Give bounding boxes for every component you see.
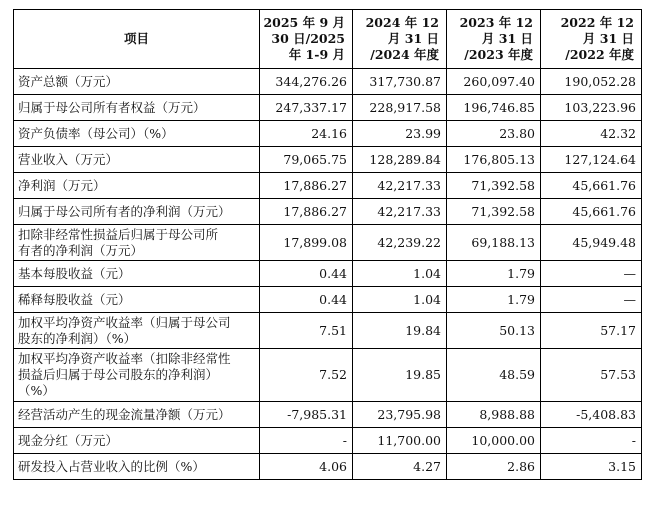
header-line: 月 31 日 xyxy=(387,31,439,46)
cell-value: 17,899.08 xyxy=(260,225,353,261)
table-row xyxy=(14,121,642,147)
cell-value: 260,097.40 xyxy=(447,69,541,95)
table-row xyxy=(14,173,642,199)
cell-value: 79,065.75 xyxy=(260,147,353,173)
cell-value: 127,124.64 xyxy=(541,147,642,173)
row-label-line: 加权平均净资产收益率（归属于母公司 xyxy=(18,314,231,330)
cell-value: 45,661.76 xyxy=(541,199,642,225)
cell-value: 1.04 xyxy=(353,261,447,287)
cell-value: 0.44 xyxy=(260,261,353,287)
header-period-2024 xyxy=(353,10,447,69)
header-line: 月 31 日 xyxy=(481,31,533,46)
row-label-line: （%） xyxy=(18,383,55,398)
header-line: 2022 年 12 xyxy=(560,15,634,30)
cell-value: 71,392.58 xyxy=(447,173,541,199)
cell-value: 71,392.58 xyxy=(447,199,541,225)
cell-value: 11,700.00 xyxy=(353,428,447,454)
cell-value: 42,239.22 xyxy=(353,225,447,261)
row-label xyxy=(14,199,260,225)
cell-value: 7.52 xyxy=(260,349,353,402)
cell-value: 57.17 xyxy=(541,313,642,349)
table-row xyxy=(14,287,642,313)
cell-value: 190,052.28 xyxy=(541,69,642,95)
cell-value: - xyxy=(541,428,642,454)
table-row xyxy=(14,147,642,173)
cell-value: 1.79 xyxy=(447,261,541,287)
row-label-line: 稀释每股收益（元） xyxy=(18,291,131,307)
row-label-line: 营业收入（万元） xyxy=(18,151,119,167)
table-row xyxy=(14,261,642,287)
cell-value: 196,746.85 xyxy=(447,95,541,121)
table-row xyxy=(14,349,642,402)
table-row xyxy=(14,313,642,349)
table-row xyxy=(14,95,642,121)
cell-value: 23.99 xyxy=(353,121,447,147)
cell-value: 57.53 xyxy=(541,349,642,402)
cell-value: 45,949.48 xyxy=(541,225,642,261)
row-label-line: 损益后归属于母公司股东的净利润） xyxy=(18,367,219,382)
row-label-line: 经营活动产生的现金流量净额（万元） xyxy=(18,406,231,422)
table-body xyxy=(14,69,642,480)
cell-value: - xyxy=(260,428,353,454)
cell-value: 0.44 xyxy=(260,287,353,313)
row-label xyxy=(14,173,260,199)
row-label xyxy=(14,402,260,428)
header-item: 项目 xyxy=(14,10,260,69)
cell-value: 42,217.33 xyxy=(353,199,447,225)
row-label xyxy=(14,287,260,313)
cell-value: 42.32 xyxy=(541,121,642,147)
header-period-2025 xyxy=(260,10,353,69)
header-line: 30 日/2025 xyxy=(271,31,345,46)
cell-value: 247,337.17 xyxy=(260,95,353,121)
table-row xyxy=(14,69,642,95)
cell-value: 69,188.13 xyxy=(447,225,541,261)
cell-value: 23,795.98 xyxy=(353,402,447,428)
row-label-line: 基本每股收益（元） xyxy=(18,265,131,281)
header-line: 年 1-9 月 xyxy=(288,47,345,62)
row-label xyxy=(14,69,260,95)
row-label-line: 股东的净利润）（%） xyxy=(18,330,137,346)
header-period-2022 xyxy=(541,10,642,69)
cell-value: 19.85 xyxy=(353,349,447,402)
row-label-line: 现金分红（万元） xyxy=(18,432,119,448)
cell-value: — xyxy=(541,287,642,313)
row-label xyxy=(14,454,260,480)
cell-value: 19.84 xyxy=(353,313,447,349)
row-label xyxy=(14,147,260,173)
row-label xyxy=(14,349,260,402)
header-period-2023 xyxy=(447,10,541,69)
table-header-row xyxy=(14,10,642,69)
row-label-line: 有者的净利润（万元） xyxy=(18,242,144,258)
cell-value: 17,886.27 xyxy=(260,173,353,199)
row-label-line: 归属于母公司所有者权益（万元） xyxy=(18,99,206,115)
cell-value: 1.79 xyxy=(447,287,541,313)
header-line: 2024 年 12 xyxy=(365,15,439,30)
row-label xyxy=(14,121,260,147)
row-label xyxy=(14,225,260,261)
header-line: 2025 年 9 月 xyxy=(263,15,345,30)
row-label-line: 资产总额（万元） xyxy=(18,73,119,89)
table-row xyxy=(14,402,642,428)
row-label-line: 扣除非经常性损益后归属于母公司所 xyxy=(18,226,219,242)
cell-value: 23.80 xyxy=(447,121,541,147)
row-label xyxy=(14,428,260,454)
cell-value: 4.06 xyxy=(260,454,353,480)
cell-value: — xyxy=(541,261,642,287)
row-label-line: 资产负债率（母公司）（%） xyxy=(18,125,174,141)
cell-value: 48.59 xyxy=(447,349,541,402)
table-row xyxy=(14,225,642,261)
cell-value: 2.86 xyxy=(447,454,541,480)
header-line: /2022 年度 xyxy=(565,47,634,62)
cell-value: 7.51 xyxy=(260,313,353,349)
cell-value: 176,805.13 xyxy=(447,147,541,173)
cell-value: 45,661.76 xyxy=(541,173,642,199)
table-row xyxy=(14,428,642,454)
cell-value: 128,289.84 xyxy=(353,147,447,173)
financial-data-table xyxy=(13,9,642,480)
row-label-line: 研发投入占营业收入的比例（%） xyxy=(18,458,205,474)
row-label-line: 归属于母公司所有者的净利润（万元） xyxy=(18,203,231,219)
cell-value: 3.15 xyxy=(541,454,642,480)
cell-value: 42,217.33 xyxy=(353,173,447,199)
table-row xyxy=(14,199,642,225)
cell-value: 4.27 xyxy=(353,454,447,480)
cell-value: 50.13 xyxy=(447,313,541,349)
cell-value: 17,886.27 xyxy=(260,199,353,225)
cell-value: 344,276.26 xyxy=(260,69,353,95)
cell-value: 1.04 xyxy=(353,287,447,313)
cell-value: 228,917.58 xyxy=(353,95,447,121)
row-label xyxy=(14,313,260,349)
cell-value: 10,000.00 xyxy=(447,428,541,454)
header-line: 月 31 日 xyxy=(582,31,634,46)
header-line: /2023 年度 xyxy=(464,47,533,62)
row-label xyxy=(14,261,260,287)
header-line: /2024 年度 xyxy=(370,47,439,62)
cell-value: -5,408.83 xyxy=(541,402,642,428)
cell-value: 8,988.88 xyxy=(447,402,541,428)
cell-value: 103,223.96 xyxy=(541,95,642,121)
row-label xyxy=(14,95,260,121)
row-label-line: 加权平均净资产收益率（扣除非经常性 xyxy=(18,351,231,366)
cell-value: 317,730.87 xyxy=(353,69,447,95)
header-line: 2023 年 12 xyxy=(459,15,533,30)
row-label-line: 净利润（万元） xyxy=(18,177,106,193)
cell-value: 24.16 xyxy=(260,121,353,147)
cell-value: -7,985.31 xyxy=(260,402,353,428)
table-row xyxy=(14,454,642,480)
